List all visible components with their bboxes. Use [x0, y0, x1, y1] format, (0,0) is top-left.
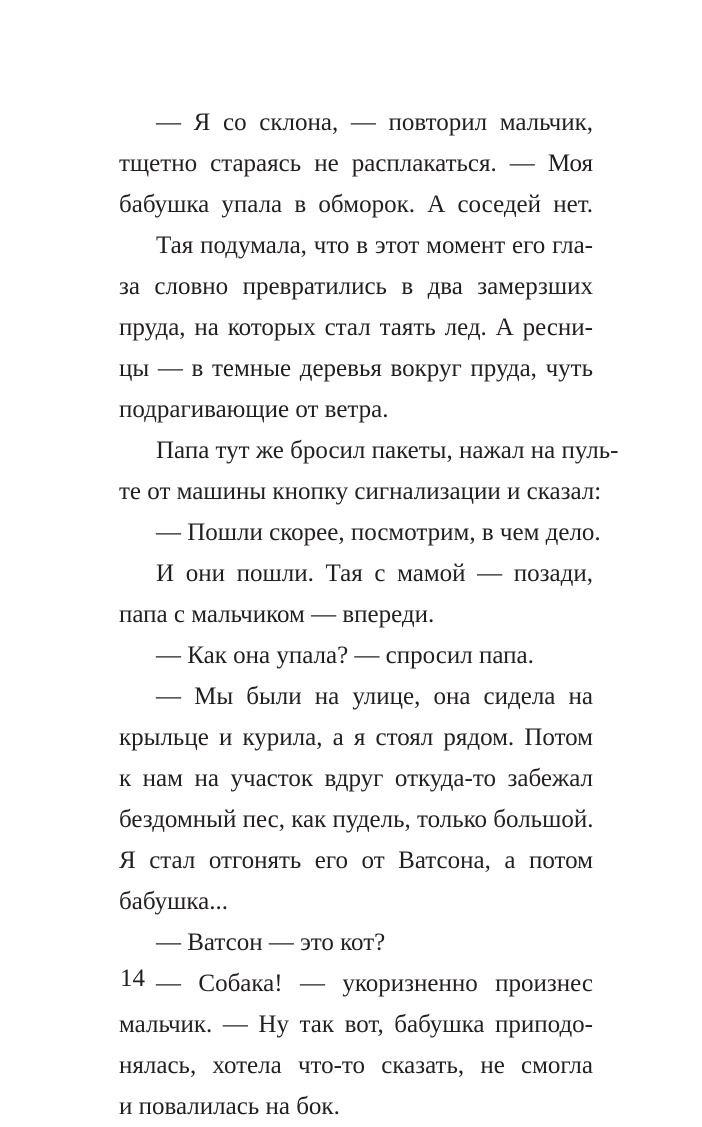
text-line: к нам на участок вдруг откуда-то забежал	[119, 765, 593, 792]
text-line: Я стал отгонять его от Ватсона, а потом	[119, 847, 593, 874]
text-line: мальчик. — Ну так вот, бабушка приподо-	[119, 1011, 593, 1038]
text-line: цы — в темные деревья вокруг пруда, чуть	[119, 355, 593, 382]
text-line: бабушка упала в обморок. А соседей нет.	[119, 191, 593, 218]
text-line: — Собака! — укоризненно произнес	[156, 970, 593, 997]
text-line: те от машины кнопку сигнализации и сказал:	[119, 478, 602, 505]
text-line: — Ватсон — это кот?	[156, 929, 386, 956]
text-line: нялась, хотела что-то сказать, не смогла	[119, 1052, 593, 1079]
text-line: подрагивающие от ветра.	[119, 396, 389, 423]
text-line: — Мы были на улице, она сидела на	[156, 683, 593, 710]
text-line: — Пошли скорее, посмотрим, в чем дело.	[156, 519, 601, 546]
page-number: 14	[120, 965, 145, 992]
text-line: и повалилась на бок.	[119, 1093, 340, 1120]
text-line: — Как она упала? — спросил папа.	[156, 642, 534, 669]
text-line: крыльце и курила, а я стоял рядом. Потом	[119, 724, 593, 751]
text-line: Папа тут же бросил пакеты, нажал на пуль-	[156, 437, 619, 464]
text-line: Тая подумала, что в этот момент его гла-	[156, 232, 593, 259]
text-line: бездомный пес, как пудель, только большой.	[119, 806, 594, 833]
text-line: тщетно стараясь не расплакаться. — Моя	[119, 150, 593, 177]
text-line: И они пошли. Тая с мамой — позади,	[156, 560, 593, 587]
text-line: бабушка...	[119, 888, 228, 915]
text-line: — Я со склона, — повторил мальчик,	[156, 109, 593, 136]
text-line: пруда, на которых стал таять лед. А ресни-	[119, 314, 593, 341]
text-line: за словно превратились в два замерзших	[119, 273, 593, 300]
text-line: папа с мальчиком — впереди.	[119, 601, 435, 628]
book-page-text	[119, 102, 619, 1127]
